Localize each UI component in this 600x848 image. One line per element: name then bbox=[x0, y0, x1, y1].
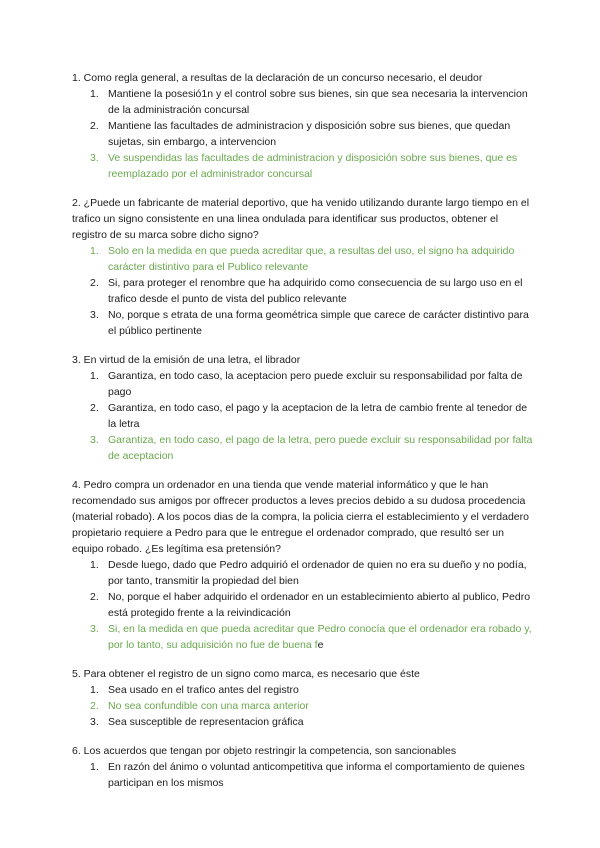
option-correct bbox=[72, 432, 534, 464]
option-number: 2. bbox=[90, 120, 99, 132]
option bbox=[72, 557, 534, 589]
option-list bbox=[72, 682, 534, 730]
option-text: Mantiene la posesió1n y el control sobre sus bienes, sin que sea necesaria la intervencion de la administración concursal bbox=[108, 88, 528, 116]
option-list bbox=[72, 86, 534, 182]
option-text: Ve suspendidas las facultades de administracion y disposición sobre sus bienes, que es reemplazado por el administrador concursal bbox=[108, 152, 518, 180]
option-number: 1. bbox=[90, 559, 99, 571]
option-list bbox=[72, 759, 534, 791]
option-text: Desde luego, dado que Pedro adquirió el ordenador de quien no era su dueño y no podía, por tanto, transmitir la propiedad del bien bbox=[108, 559, 527, 587]
question-6 bbox=[72, 743, 534, 791]
option-list bbox=[72, 557, 534, 653]
option-correct bbox=[72, 621, 534, 653]
question-stem: 1. Como regla general, a resultas de la declaración de un concurso necesario, el deudor bbox=[72, 72, 483, 84]
option bbox=[72, 118, 534, 150]
option bbox=[72, 714, 534, 730]
option-text: Si, para proteger el renombre que ha adquirido como consecuencia de su largo uso en el trafico desde el punto de vista del publico relevante bbox=[108, 277, 523, 305]
question-5 bbox=[72, 666, 534, 730]
question-1 bbox=[72, 70, 534, 182]
option-number: 2. bbox=[90, 700, 99, 712]
option bbox=[72, 400, 534, 432]
option-correct bbox=[72, 698, 534, 714]
option bbox=[72, 589, 534, 621]
option-number: 1. bbox=[90, 88, 99, 100]
question-4 bbox=[72, 477, 534, 653]
option-text: Garantiza, en todo caso, el pago y la aceptacion de la letra de cambio frente al tenedor de la letra bbox=[108, 402, 528, 430]
option bbox=[72, 682, 534, 698]
option-text: No, porque s etrata de una forma geométrica simple que carece de carácter distintivo para el público pertinente bbox=[108, 309, 529, 337]
option-number: 2. bbox=[90, 591, 99, 603]
option bbox=[72, 368, 534, 400]
option-list bbox=[72, 243, 534, 339]
question-stem: 3. En virtud de la emisión de una letra, el librador bbox=[72, 354, 301, 366]
option-number: 1. bbox=[90, 684, 99, 696]
option-number: 3. bbox=[90, 623, 99, 635]
question-3 bbox=[72, 352, 534, 464]
question-stem: 6. Los acuerdos que tengan por objeto restringir la competencia, son sancionables bbox=[72, 745, 457, 757]
option bbox=[72, 275, 534, 307]
option-text: Garantiza, en todo caso, el pago de la letra, pero puede excluir su responsabilidad por falta de aceptacion bbox=[108, 434, 533, 462]
option-number: 2. bbox=[90, 402, 99, 414]
option-list bbox=[72, 368, 534, 464]
option bbox=[72, 86, 534, 118]
question-stem: 4. Pedro compra un ordenador en una tienda que vende material informático y que le han recomendado sus amigos por offrecer productos a leves precios debido a su dudosa procedencia (material robado). A los pocos dias de la compra, la policia cierra el establecimiento y el verdadero propietario requiere a Pedro para que le entregue el ordenador comprado, que resultó ser un equipo robado. ¿Es legítima esa pretensión? bbox=[72, 479, 529, 555]
question-stem: 2. ¿Puede un fabricante de material deportivo, que ha venido utilizando durante largo tiempo en el trafico un signo consistente en una linea ondulada para identificar sus productos, obtener el registro de su marca sobre dicho signo? bbox=[72, 197, 530, 241]
option-number: 2. bbox=[90, 277, 99, 289]
option-text: Si, en la medida en que pueda acreditar que Pedro conocía que el ordenador era robado y, por lo tanto, su adquisición no fue de buena f bbox=[108, 623, 532, 651]
question-2 bbox=[72, 195, 534, 339]
option-text: Solo en la medida en que pueda acreditar que, a resultas del uso, el signo ha adquirido carácter distintivo para el Publico relevante bbox=[108, 245, 515, 273]
option-number: 1. bbox=[90, 370, 99, 382]
question-list bbox=[72, 70, 534, 804]
option bbox=[72, 307, 534, 339]
option-number: 1. bbox=[90, 761, 99, 773]
option-text: Sea usado en el trafico antes del registro bbox=[108, 684, 299, 696]
option-text: Sea susceptible de representacion gráfica bbox=[108, 716, 304, 728]
option-text-tail: e bbox=[317, 639, 324, 651]
question-stem: 5. Para obtener el registro de un signo como marca, es necesario que éste bbox=[72, 668, 420, 680]
option-number: 1. bbox=[90, 245, 99, 257]
option-text: En razón del ánimo o voluntad anticompetitiva que informa el comportamiento de quienes participan en los mismos bbox=[108, 761, 525, 789]
option-correct bbox=[72, 243, 534, 275]
option-number: 3. bbox=[90, 152, 99, 164]
option-text: No, porque el haber adquirido el ordenador en un establecimiento abierto al publico, Pedro está protegido frente a la reivindicación bbox=[108, 591, 531, 619]
option-text: Garantiza, en todo caso, la aceptacion pero puede excluir su responsabilidad por falta de pago bbox=[108, 370, 523, 398]
option-number: 3. bbox=[90, 434, 99, 446]
option-number: 3. bbox=[90, 716, 99, 728]
option-correct bbox=[72, 150, 534, 182]
option-text: Mantiene las facultades de administracion y disposición sobre sus bienes, que quedan sujetas, sin embargo, a intervencion bbox=[108, 120, 511, 148]
option-number: 3. bbox=[90, 309, 99, 321]
option bbox=[72, 759, 534, 791]
option-text: No sea confundible con una marca anterior bbox=[108, 700, 309, 712]
